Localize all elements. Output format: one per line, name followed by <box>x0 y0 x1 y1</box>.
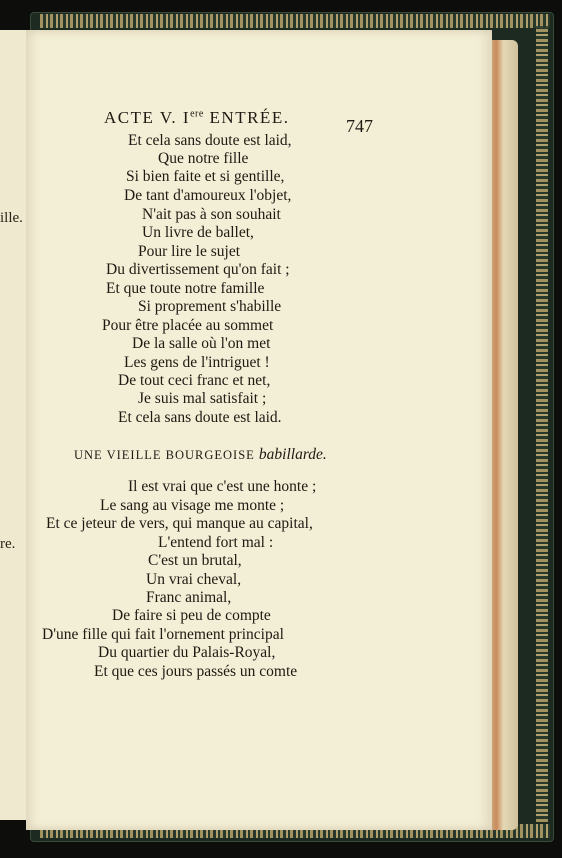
speaker-heading <box>74 446 327 464</box>
verse-line: Pour lire le sujet <box>138 243 241 260</box>
page-number: 747 <box>346 116 373 136</box>
speaker-name: UNE VIEILLE BOURGEOISE <box>74 448 255 462</box>
verse-line: Un vrai cheval, <box>146 571 242 588</box>
running-title-superscript: ere <box>190 108 204 120</box>
verse-line: Si bien faite et si gentille, <box>126 168 285 185</box>
running-header <box>104 108 289 128</box>
verse-line: Franc animal, <box>146 589 232 606</box>
verse-line: De tant d'amoureux l'objet, <box>124 187 292 204</box>
verse-line: Du quartier du Palais-Royal, <box>98 644 276 661</box>
verse-line: De faire si peu de compte <box>112 607 271 624</box>
verse-line: Je suis mal satisfait ; <box>138 390 267 407</box>
verse-line: Du divertissement qu'on fait ; <box>106 261 290 278</box>
verse-line: Les gens de l'intriguet ! <box>124 354 270 371</box>
verse-line: De la salle où l'on met <box>132 335 271 352</box>
previous-page-edge <box>0 30 29 820</box>
previous-page-fragment: re. <box>0 536 16 552</box>
verse-line: Pour être placée au sommet <box>102 317 274 334</box>
verse-line: Il est vrai que c'est une honte ; <box>128 478 317 495</box>
speaker-qualifier: babillarde. <box>258 446 327 463</box>
running-title-end: ENTRÉE. <box>203 108 290 127</box>
verse-line: Le sang au visage me monte ; <box>100 497 285 514</box>
book-page <box>26 30 492 830</box>
verse-line: Et cela sans doute est laid. <box>118 409 282 426</box>
verse-line: C'est un brutal, <box>148 552 242 569</box>
verse-line: N'ait pas à son souhait <box>142 206 281 223</box>
verse-line: De tout ceci franc et net, <box>118 372 271 389</box>
verse-line: Si proprement s'habille <box>138 298 282 315</box>
running-title: ACTE V. I <box>104 108 191 127</box>
gilt-border-top <box>40 14 550 28</box>
verse-line: Et cela sans doute est laid, <box>128 132 292 149</box>
previous-page-fragment: ille. <box>0 210 23 226</box>
verse-line: Et que toute notre famille <box>106 280 265 297</box>
verse-line: Un livre de ballet, <box>142 224 254 241</box>
verse-line: Et que ces jours passés un comte <box>94 663 298 680</box>
gilt-border-right <box>536 26 548 822</box>
verse-line: D'une fille qui fait l'ornement principal <box>42 626 284 643</box>
verse-line: L'entend fort mal : <box>158 534 274 551</box>
verse-line: Que notre fille <box>158 150 249 167</box>
verse-line: Et ce jeteur de vers, qui manque au capital, <box>46 515 313 532</box>
